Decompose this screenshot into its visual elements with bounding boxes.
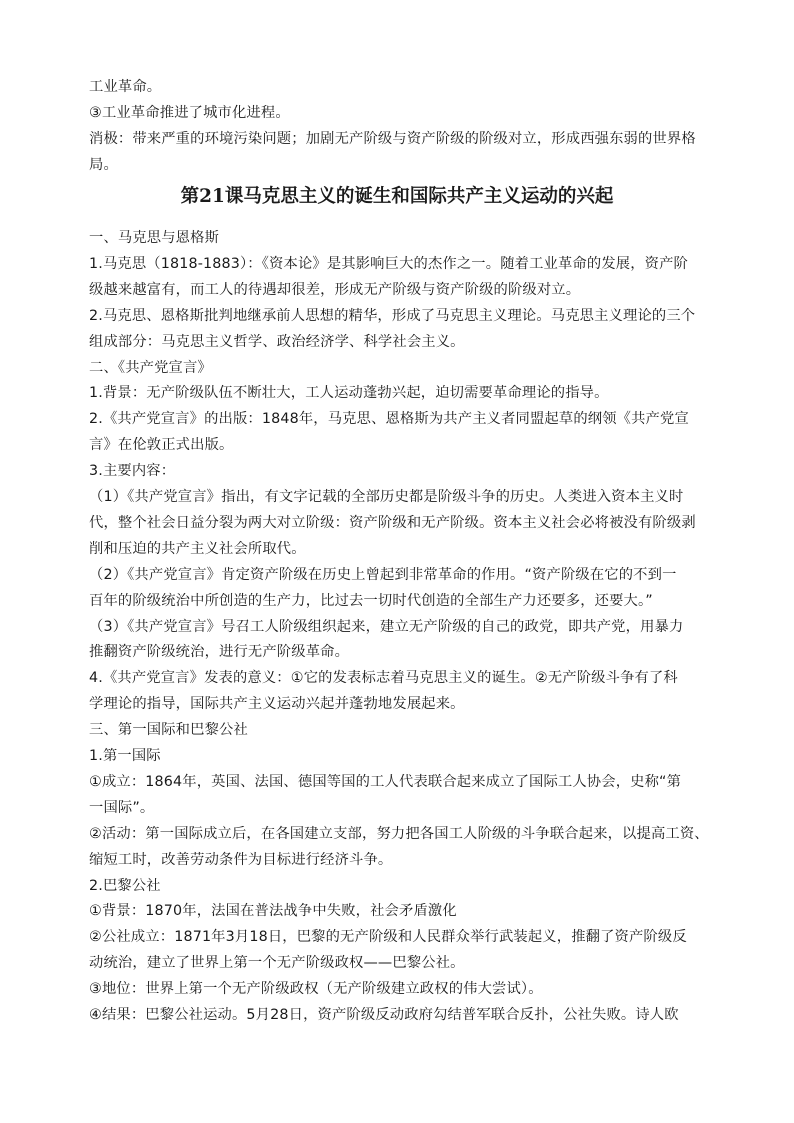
- text-line: ④结果：巴黎公社运动。5月28日，资产阶级反动政府勾结普军联合反扑，公社失败。诗人欧: [89, 1007, 679, 1023]
- text-line: ①背景：1870年，法国在普法战争中失败，社会矛盾激化: [89, 903, 457, 920]
- text-line: 1.背景：无产阶级队伍不断壮大，工人运动蓬勃兴起，迫切需要革命理论的指导。: [89, 385, 609, 402]
- text-line: （3）《共产党宣言》号召工人阶级组织起来，建立无产阶级的自己的政党，即共产党，用暴力: [89, 618, 684, 635]
- text-line: 推翻资产阶级统治，进行无产阶级革命。: [89, 644, 350, 661]
- text-line: 1.马克思（1818-1883）：《资本论》是其影响巨大的杰作之一。随着工业革命的发展，资产阶: [89, 255, 689, 272]
- text-line: 1.第一国际: [89, 748, 161, 764]
- text-line: 一、马克思与恩格斯: [89, 230, 220, 246]
- text-line: （2）《共产党宣言》肯定资产阶级在历史上曾起到非常革命的作用。“资产阶级在它的不到一: [89, 566, 677, 583]
- text-line: （1）《共产党宣言》指出，有文字记载的全部历史都是阶级斗争的历史。人类进入资本主义时: [89, 489, 684, 505]
- text-line: ②公社成立：1871年3月18日，巴黎的无产阶级和人民群众举行武装起义，推翻了资产阶级反: [89, 929, 687, 946]
- text-line: 工业革命。: [89, 79, 162, 95]
- text-line: 削和压迫的共产主义社会所取代。: [89, 540, 306, 557]
- text-line: 学理论的指导，国际共产主义运动兴起并蓬勃地发展起来。: [89, 696, 465, 713]
- text-line: 组成部分：马克思主义哲学、政治经济学、科学社会主义。: [89, 333, 465, 350]
- text-line: 局。: [89, 156, 118, 173]
- text-line: ②活动：第一国际成立后，在各国建立支部，努力把各国工人阶级的斗争联合起来，以提高工资、: [89, 825, 709, 842]
- text-line: 二、《共产党宣言》: [89, 359, 212, 376]
- text-line: 言》在伦敦正式出版。: [89, 437, 234, 454]
- text-line: 4.《共产党宣言》发表的意义：①它的发表标志着马克思主义的诞生。②无产阶级斗争有了科: [89, 670, 678, 687]
- text-line: 级越来越富有，而工人的待遇却很差，形成无产阶级与资产阶级的阶级对立。: [89, 281, 581, 298]
- text-line: ③工业革命推进了城市化进程。: [89, 104, 290, 121]
- text-line: 动统治，建立了世界上第一个无产阶级政权——巴黎公社。: [89, 955, 465, 972]
- text-line: 2.巴黎公社: [89, 877, 161, 894]
- text-line: 代，整个社会日益分裂为两大对立阶级：资产阶级和无产阶级。资本主义社会必将被没有阶级剥: [89, 514, 696, 531]
- text-line: 一国际”。: [89, 799, 155, 816]
- text-line: 3.主要内容：: [89, 463, 176, 480]
- text-line: 缩短工时，改善劳动条件为目标进行经济斗争。: [89, 851, 393, 868]
- lesson-title: 第21课马克思主义的诞生和国际共产主义运动的兴起: [180, 186, 614, 207]
- text-line: 2.马克思、恩格斯批判地继承前人思想的精华，形成了马克思主义理论。马克思主义理论的三个: [89, 307, 696, 324]
- text-line: ③地位：世界上第一个无产阶级政权（无产阶级建立政权的伟大尝试）。: [89, 981, 543, 998]
- text-line: 2.《共产党宣言》的出版：1848年，马克思、恩格斯为共产主义者同盟起草的纲领《共产党宣: [89, 411, 689, 428]
- text-line: 消极：带来严重的环境污染问题；加剧无产阶级与资产阶级的阶级对立，形成西强东弱的世界格: [89, 130, 696, 147]
- text-line: 百年的阶级统治中所创造的生产力，比过去一切时代创造的全部生产力还要多，还要大。”: [89, 592, 653, 609]
- text-line: 三、第一国际和巴黎公社: [89, 722, 248, 739]
- text-line: ①成立：1864年，英国、法国、德国等国的工人代表联合起来成立了国际工人协会，史称“第: [89, 773, 682, 790]
